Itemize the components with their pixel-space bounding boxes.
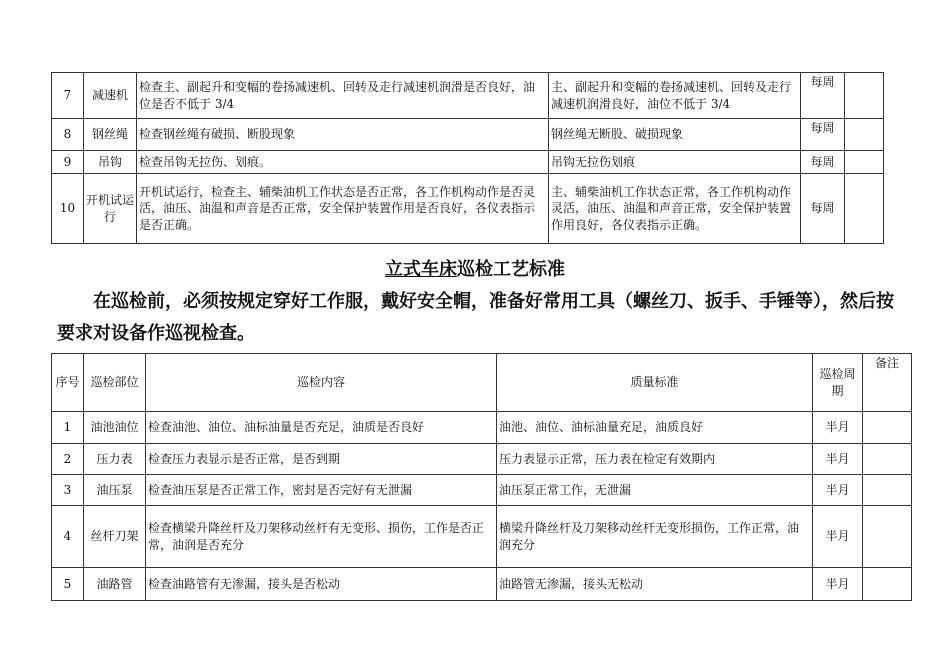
inspection-part: 油路管 <box>84 568 146 601</box>
title-rest: 巡检工艺标准 <box>457 259 565 280</box>
inspection-part: 减速机 <box>84 73 137 119</box>
table-row <box>52 412 912 444</box>
inspection-content: 检查油压泵是否正常工作，密封是否完好有无泄漏 <box>146 475 497 506</box>
title-underlined: 立式车床 <box>385 259 457 280</box>
table-header-row <box>52 354 912 412</box>
row-number: 10 <box>52 174 84 244</box>
quality-standard: 吊钩无拉伤划痕 <box>549 151 801 174</box>
inspection-period: 半月 <box>813 475 863 506</box>
inspection-content: 检查横梁升降丝杆及刀架移动丝杆有无变形、损伤，工作是否正常，油润是否充分 <box>146 506 497 568</box>
remarks <box>863 412 912 444</box>
quality-standard: 压力表显示正常，压力表在检定有效期内 <box>497 444 813 475</box>
inspection-part: 压力表 <box>84 444 146 475</box>
remarks <box>845 119 884 151</box>
remarks <box>845 174 884 244</box>
quality-standard: 油压泵正常工作，无泄漏 <box>497 475 813 506</box>
header-period: 巡检周期 <box>813 354 863 412</box>
remarks <box>845 151 884 174</box>
inspection-content: 检查油路管有无渗漏，接头是否松动 <box>146 568 497 601</box>
row-number: 9 <box>52 151 84 174</box>
inspection-part: 丝杆刀架 <box>84 506 146 568</box>
inspection-part: 油池油位 <box>84 412 146 444</box>
inspection-part: 开机试运行 <box>84 174 137 244</box>
quality-standard: 主、辅柴油机工作状态正常，各工作机构动作灵活，油压、油温和声音正常，安全保护装置作用良好，各仪表指示正确。 <box>549 174 801 244</box>
quality-standard: 油池、油位、油标油量充足，油质良好 <box>497 412 813 444</box>
inspection-period: 每周 <box>801 174 845 244</box>
header-remarks: 备注 <box>863 354 912 412</box>
inspection-period: 每周 <box>801 119 845 151</box>
remarks <box>863 475 912 506</box>
inspection-period: 半月 <box>813 412 863 444</box>
row-number: 2 <box>52 444 84 475</box>
inspection-content: 检查主、副起升和变幅的卷扬减速机、回转及走行减速机润滑是否良好，油位是否不低于 3/4 <box>137 73 549 119</box>
inspection-table-bottom <box>51 353 912 601</box>
table-row <box>52 174 884 244</box>
table-row <box>52 568 912 601</box>
remarks <box>845 73 884 119</box>
header-part: 巡检部位 <box>84 354 146 412</box>
table-row <box>52 119 884 151</box>
inspection-content: 检查钢丝绳有破损、断股现象 <box>137 119 549 151</box>
row-number: 1 <box>52 412 84 444</box>
row-number: 7 <box>52 73 84 119</box>
row-number: 8 <box>52 119 84 151</box>
inspection-period: 半月 <box>813 568 863 601</box>
quality-standard: 油路管无渗漏，接头无松动 <box>497 568 813 601</box>
remarks <box>863 506 912 568</box>
header-standard: 质量标准 <box>497 354 813 412</box>
inspection-content: 开机试运行，检查主、辅柴油机工作状态是否正常，各工作机构动作是否灵活，油压、油温和声音是否正常，安全保护装置作用是否良好，各仪表指示是否正确。 <box>137 174 549 244</box>
inspection-period: 半月 <box>813 506 863 568</box>
inspection-part: 油压泵 <box>84 475 146 506</box>
table-row <box>52 73 884 119</box>
inspection-content: 检查压力表显示是否正常，是否到期 <box>146 444 497 475</box>
remarks <box>863 444 912 475</box>
header-content: 巡检内容 <box>146 354 497 412</box>
inspection-content: 检查吊钩无拉伤、划痕。 <box>137 151 549 174</box>
inspection-period: 每周 <box>801 73 845 119</box>
intro-paragraph: 在巡检前，必须按规定穿好工作服，戴好安全帽，准备好常用工具（螺丝刀、扳手、手锤等），然后按要求对设备作巡视检查。 <box>57 291 894 344</box>
inspection-part: 吊钩 <box>84 151 137 174</box>
inspection-part: 钢丝绳 <box>84 119 137 151</box>
table-row <box>52 151 884 174</box>
quality-standard: 主、副起升和变幅的卷扬减速机、回转及走行减速机润滑良好，油位不低于 3/4 <box>549 73 801 119</box>
inspection-period: 半月 <box>813 444 863 475</box>
table-row <box>52 506 912 568</box>
row-number: 3 <box>52 475 84 506</box>
quality-standard: 钢丝绳无断股、破损现象 <box>549 119 801 151</box>
inspection-table-top <box>51 72 884 244</box>
page-title <box>0 255 950 281</box>
quality-standard: 横梁升降丝杆及刀架移动丝杆无变形损伤，工作正常，油润充分 <box>497 506 813 568</box>
header-number: 序号 <box>52 354 84 412</box>
row-number: 4 <box>52 506 84 568</box>
remarks <box>863 568 912 601</box>
table-row <box>52 475 912 506</box>
table-row <box>52 444 912 475</box>
inspection-content: 检查油池、油位、油标油量是否充足，油质是否良好 <box>146 412 497 444</box>
inspection-period: 每周 <box>801 151 845 174</box>
row-number: 5 <box>52 568 84 601</box>
